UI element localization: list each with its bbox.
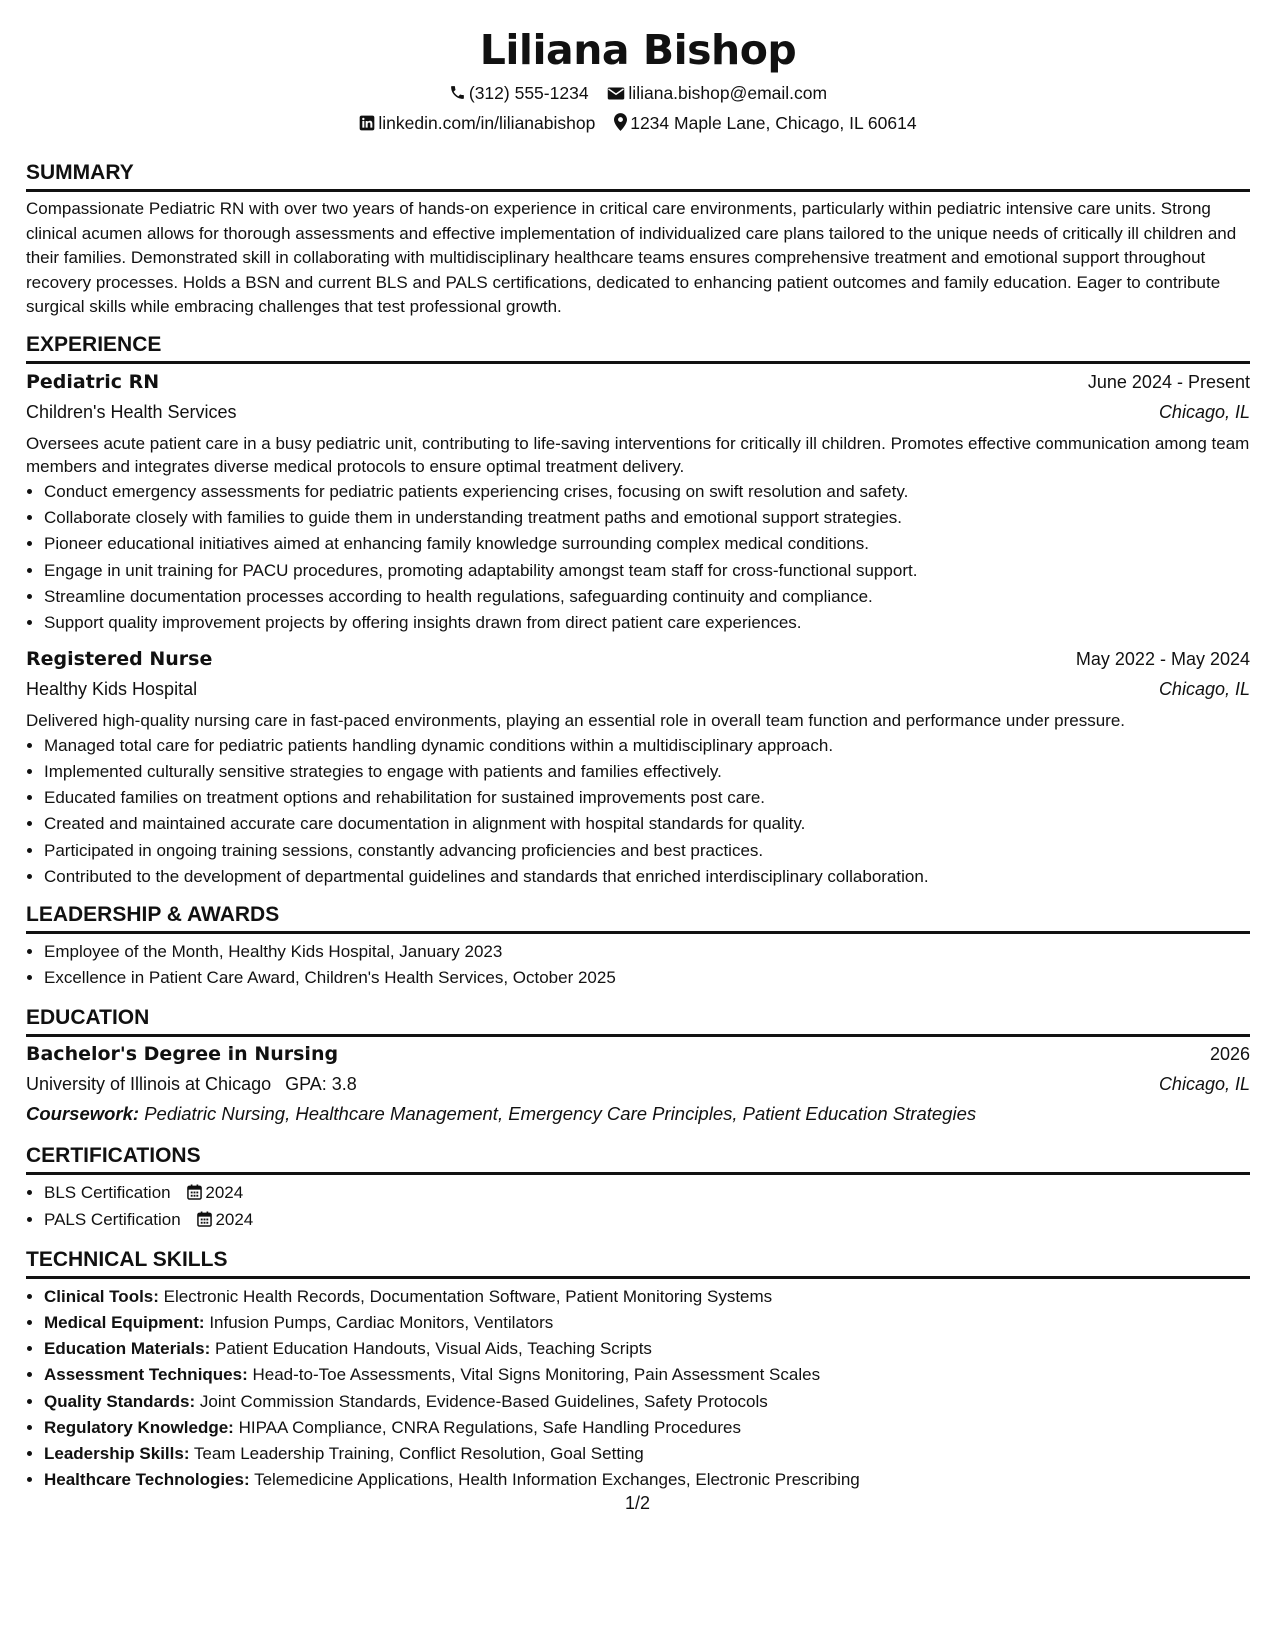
certifications-section — [26, 1143, 1250, 1232]
address-text: 1234 Maple Lane, Chicago, IL 60614 — [630, 113, 917, 133]
job-bullets — [26, 479, 1250, 636]
list-item: • Educated families on treatment options and rehabilitation for sustained improvements post care. — [44, 785, 1250, 811]
list-item: • Streamline documentation processes according to health regulations, safeguarding continuity and compliance. — [44, 584, 1250, 610]
skills-section — [26, 1247, 1250, 1494]
list-item: • Collaborate closely with families to guide them in understanding treatment paths and emotional support strategies. — [44, 505, 1250, 531]
section-title-certifications: CERTIFICATIONS — [26, 1143, 1250, 1175]
coursework-list: Pediatric Nursing, Healthcare Management, Emergency Care Principles, Patient Education Strategies — [144, 1103, 977, 1125]
list-item: • Engage in unit training for PACU procedures, promoting adaptability amongst team staff for cross-functional support. — [44, 558, 1250, 584]
list-item — [44, 1467, 1250, 1493]
calendar-icon — [187, 1184, 202, 1200]
cert-year: 2024 — [205, 1183, 244, 1203]
job-description: Delivered high-quality nursing care in fast-paced environments, playing an essential role in overall team function and performance under pressure. — [26, 711, 1125, 731]
list-item: • Participated in ongoing training sessions, constantly advancing proficiencies and best practices. — [44, 838, 1250, 864]
phone-contact[interactable] — [449, 78, 589, 108]
job-entry — [26, 644, 1250, 890]
section-title-experience: EXPERIENCE — [26, 332, 1250, 364]
job-organization: Children's Health Services — [26, 401, 237, 422]
contact-row-2 — [26, 108, 1250, 138]
skill-value: Telemedicine Applications, Health Information Exchanges, Electronic Prescribing — [254, 1470, 860, 1490]
job-location: Chicago, IL — [1158, 401, 1250, 422]
job-title: Registered Nurse — [26, 648, 213, 671]
skill-label: Leadership Skills: — [44, 1443, 190, 1463]
skill-value: Joint Commission Standards, Evidence-Based Guidelines, Safety Protocols — [199, 1391, 768, 1411]
school-info — [26, 1069, 357, 1099]
experience-section — [26, 332, 1250, 890]
list-item — [44, 1389, 1250, 1415]
list-item: • Managed total care for pediatric patients handling dynamic conditions within a multidisciplinary approach. — [44, 733, 1250, 759]
job-title: Pediatric RN — [26, 370, 160, 393]
awards-list — [26, 939, 1250, 991]
summary-section — [26, 160, 1250, 320]
skill-value: HIPAA Compliance, CNRA Regulations, Safe Handling Procedures — [238, 1417, 741, 1437]
list-item: • Excellence in Patient Care Award, Children's Health Services, October 2025 — [44, 965, 1250, 991]
skill-label: Education Materials: — [44, 1339, 211, 1359]
page-number: 1/2 — [624, 1493, 651, 1513]
section-title-skills: TECHNICAL SKILLS — [26, 1247, 1250, 1279]
list-item: • Implemented culturally sensitive strategies to engage with patients and families effectively. — [44, 759, 1250, 785]
gpa: GPA: 3.8 — [285, 1074, 357, 1095]
list-item: • Employee of the Month, Healthy Kids Hospital, January 2023 — [44, 939, 1250, 965]
cert-name: BLS Certification — [44, 1183, 171, 1203]
list-item: • Contributed to the development of departmental guidelines and standards that enriched interdisciplinary collaboration. — [44, 864, 1250, 890]
list-item — [44, 1284, 1250, 1310]
skills-list — [26, 1284, 1250, 1494]
linkedin-icon — [359, 115, 375, 131]
skill-value: Infusion Pumps, Cardiac Monitors, Ventilators — [209, 1312, 554, 1332]
list-item: • Conduct emergency assessments for pediatric patients experiencing crises, focusing on swift resolution and safety. — [44, 479, 1250, 505]
section-title-leadership: LEADERSHIP & AWARDS — [26, 902, 1250, 934]
skill-value: Electronic Health Records, Documentation Software, Patient Monitoring Systems — [163, 1286, 773, 1306]
leadership-section — [26, 902, 1250, 991]
skill-label: Quality Standards: — [44, 1391, 196, 1411]
job-header — [26, 644, 1250, 674]
job-location: Chicago, IL — [1158, 679, 1250, 700]
contact-row-1 — [26, 78, 1250, 108]
list-item: • Support quality improvement projects by offering insights drawn from direct patient care experiences. — [44, 610, 1250, 636]
calendar-icon — [197, 1211, 212, 1227]
skill-value: Patient Education Handouts, Visual Aids, Teaching Scripts — [215, 1339, 652, 1359]
job-subheader — [26, 397, 1250, 427]
job-subheader — [26, 674, 1250, 704]
linkedin-text: linkedin.com/in/lilianabishop — [378, 113, 596, 133]
list-item — [44, 1362, 1250, 1388]
skill-label: Healthcare Technologies: — [44, 1470, 250, 1490]
school-name: University of Illinois at Chicago — [26, 1074, 272, 1095]
coursework — [26, 1099, 1250, 1129]
phone-icon — [449, 84, 466, 101]
skill-label: Assessment Techniques: — [44, 1365, 248, 1385]
list-item — [44, 1180, 1250, 1206]
skill-value: Team Leadership Training, Conflict Resolution, Goal Setting — [193, 1443, 644, 1463]
job-description: Oversees acute patient care in a busy pediatric unit, contributing to life-saving interventions for critically ill children. Promotes effective communication among team members and integrates diverse medical protocols to ensure optimal treatment delivery. — [26, 433, 1250, 477]
email-text: liliana.bishop@email.com — [628, 83, 828, 103]
coursework-label: Coursework: — [26, 1103, 140, 1125]
list-item: • Pioneer educational initiatives aimed at enhancing family knowledge surrounding complex medical conditions. — [44, 531, 1250, 557]
summary-text: Compassionate Pediatric RN with over two years of hands-on experience in critical care environments, particularly within pediatric intensive care units. Strong clinical acumen allows for thorough assessments and effective implementation of individualized care plans tailored to the unique needs of critically ill children and their families. Demonstrated skill in collaborating with multidisciplinary healthcare teams ensures comprehensive treatment and emotional support throughout recovery processes. Holds a BSN and current BLS and PALS certifications, dedicated to enhancing patient outcomes and family education. Eager to contribute surgical skills while embracing challenges that test professional growth. — [26, 199, 1237, 317]
resume-page — [26, 22, 1250, 1493]
degree-title: Bachelor's Degree in Nursing — [26, 1043, 339, 1066]
job-dates: May 2022 - May 2024 — [1075, 649, 1250, 670]
skill-value: Head-to-Toe Assessments, Vital Signs Monitoring, Pain Assessment Scales — [252, 1365, 821, 1385]
education-header — [26, 1039, 1250, 1069]
list-item: • Created and maintained accurate care documentation in alignment with hospital standards for quality. — [44, 811, 1250, 837]
candidate-name: Liliana Bishop — [479, 26, 797, 74]
skill-label: Regulatory Knowledge: — [44, 1417, 234, 1437]
certifications-list — [26, 1180, 1250, 1232]
job-header — [26, 367, 1250, 397]
list-item — [44, 1207, 1250, 1233]
skill-label: Clinical Tools: — [44, 1286, 159, 1306]
job-bullets — [26, 733, 1250, 890]
job-entry — [26, 367, 1250, 636]
education-section — [26, 1005, 1250, 1129]
list-item — [44, 1415, 1250, 1441]
list-item — [44, 1336, 1250, 1362]
job-organization: Healthy Kids Hospital — [26, 679, 198, 700]
map-pin-icon — [614, 113, 627, 131]
phone-text: (312) 555-1234 — [468, 83, 589, 103]
cert-year: 2024 — [215, 1209, 254, 1229]
envelope-icon — [607, 86, 625, 101]
section-title-education: EDUCATION — [26, 1005, 1250, 1037]
section-title-summary: SUMMARY — [26, 160, 1250, 192]
graduation-year: 2026 — [1209, 1044, 1250, 1065]
education-subheader — [26, 1069, 1250, 1099]
linkedin-contact[interactable] — [359, 108, 595, 138]
address-contact — [614, 108, 916, 138]
list-item — [44, 1310, 1250, 1336]
cert-name: PALS Certification — [44, 1209, 181, 1229]
list-item — [44, 1441, 1250, 1467]
email-contact[interactable] — [607, 78, 827, 108]
job-dates: June 2024 - Present — [1087, 371, 1250, 392]
school-location: Chicago, IL — [1158, 1074, 1250, 1095]
skill-label: Medical Equipment: — [44, 1312, 205, 1332]
